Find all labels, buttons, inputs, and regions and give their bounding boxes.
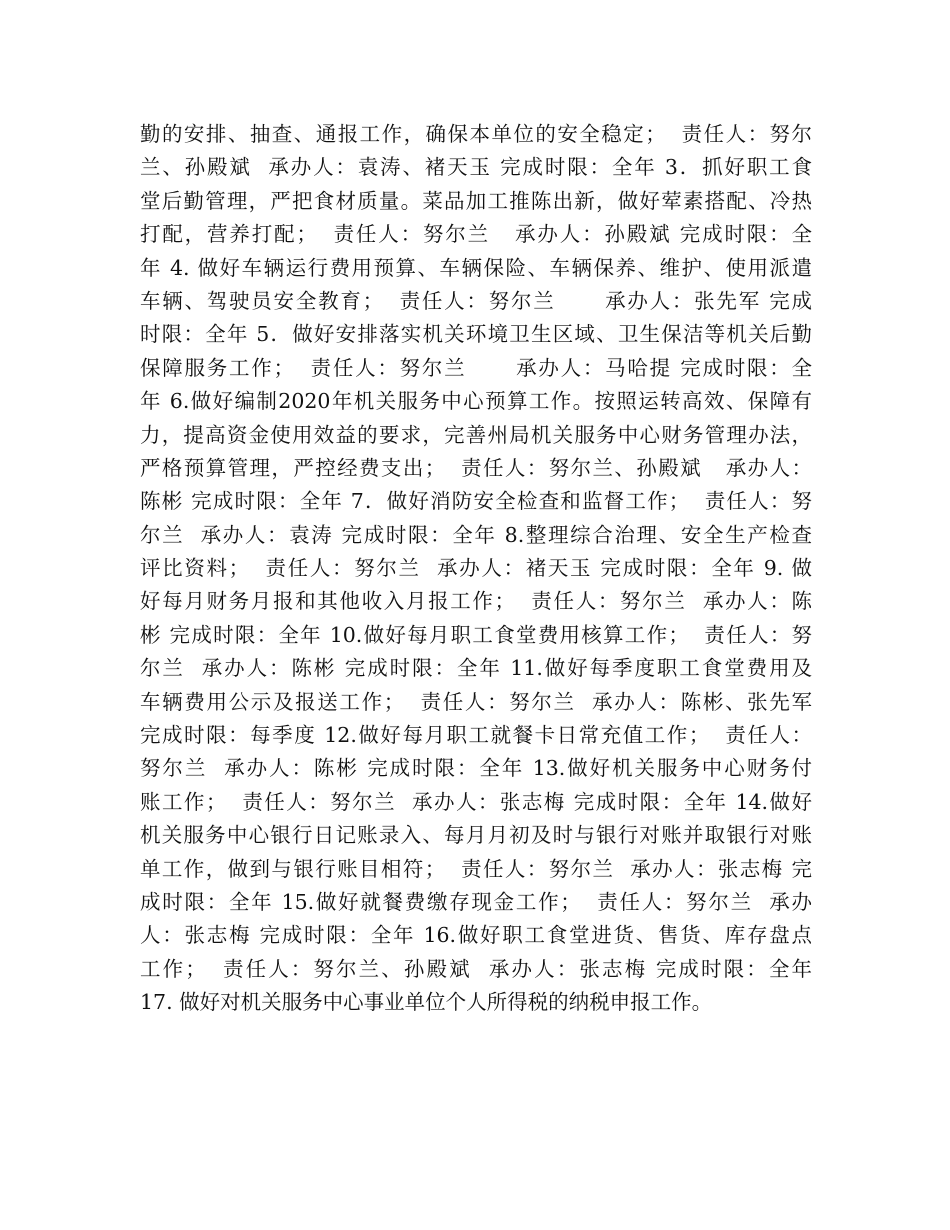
text-line: 堂后勤管理，严把食材质量。菜品加工推陈出新，做好荤素搭配、冷热	[140, 188, 812, 213]
text-line: 评比资料； 责任人：努尔兰 承办人：褚天玉 完成时限：全年 9. 做	[140, 556, 812, 581]
text-line: 车辆、驾驶员安全教育； 责任人：努尔兰 承办人：张先军 完成	[140, 288, 812, 313]
text-line: 尔兰 承办人：陈彬 完成时限：全年 11.做好每季度职工食堂费用及	[140, 656, 812, 681]
text-line: 陈彬 完成时限：全年 7．做好消防安全检查和监督工作； 责任人：努	[140, 489, 812, 514]
text-line: 好每月财务月报和其他收入月报工作； 责任人：努尔兰 承办人：陈	[140, 589, 812, 614]
text-line: 单工作，做到与银行账目相符； 责任人：努尔兰 承办人：张志梅 完	[140, 856, 812, 881]
text-line: 保障服务工作； 责任人：努尔兰 承办人：马哈提 完成时限：全	[140, 355, 812, 380]
text-line: 机关服务中心银行日记账录入、每月月初及时与银行对账并取银行对账	[140, 823, 812, 848]
text-line: 打配，营养打配； 责任人：努尔兰 承办人：孙殿斌 完成时限：全	[140, 222, 812, 247]
text-line: 勤的安排、抽查、通报工作，确保本单位的安全稳定； 责任人：努尔	[140, 122, 812, 146]
text-line: 完成时限：每季度 12.做好每月职工就餐卡日常充值工作； 责任人：	[140, 723, 812, 748]
text-line: 工作； 责任人：努尔兰、孙殿斌 承办人：张志梅 完成时限：全年	[140, 956, 812, 981]
text-line: 年 6.做好编制2020年机关服务中心预算工作。按照运转高效、保障有	[140, 389, 812, 414]
text-line: 严格预算管理，严控经费支出； 责任人：努尔兰、孙殿斌 承办人：	[140, 455, 812, 480]
text-line: 17. 做好对机关服务中心事业单位个人所得税的纳税申报工作。	[140, 990, 713, 1015]
text-line: 时限：全年 5．做好安排落实机关环境卫生区域、卫生保洁等机关后勤	[140, 322, 812, 347]
text-line: 努尔兰 承办人：陈彬 完成时限：全年 13.做好机关服务中心财务付	[140, 756, 812, 781]
text-line: 尔兰 承办人：袁涛 完成时限：全年 8.整理综合治理、安全生产检查	[140, 522, 812, 547]
body-text	[140, 118, 812, 1020]
text-line: 车辆费用公示及报送工作； 责任人：努尔兰 承办人：陈彬、张先军	[140, 689, 812, 714]
text-line: 成时限：全年 15.做好就餐费缴存现金工作； 责任人：努尔兰 承办	[140, 889, 812, 914]
text-line: 兰、孙殿斌 承办人：袁涛、褚天玉 完成时限：全年 3．抓好职工食	[140, 155, 812, 180]
text-line: 彬 完成时限：全年 10.做好每月职工食堂费用核算工作； 责任人：努	[140, 622, 812, 647]
text-line: 年 4. 做好车辆运行费用预算、车辆保险、车辆保养、维护、使用派遣	[140, 255, 812, 280]
text-line: 账工作； 责任人：努尔兰 承办人：张志梅 完成时限：全年 14.做好	[140, 789, 812, 814]
text-line: 力，提高资金使用效益的要求，完善州局机关服务中心财务管理办法，	[140, 422, 812, 447]
text-line: 人：张志梅 完成时限：全年 16.做好职工食堂进货、售货、库存盘点	[140, 923, 812, 948]
